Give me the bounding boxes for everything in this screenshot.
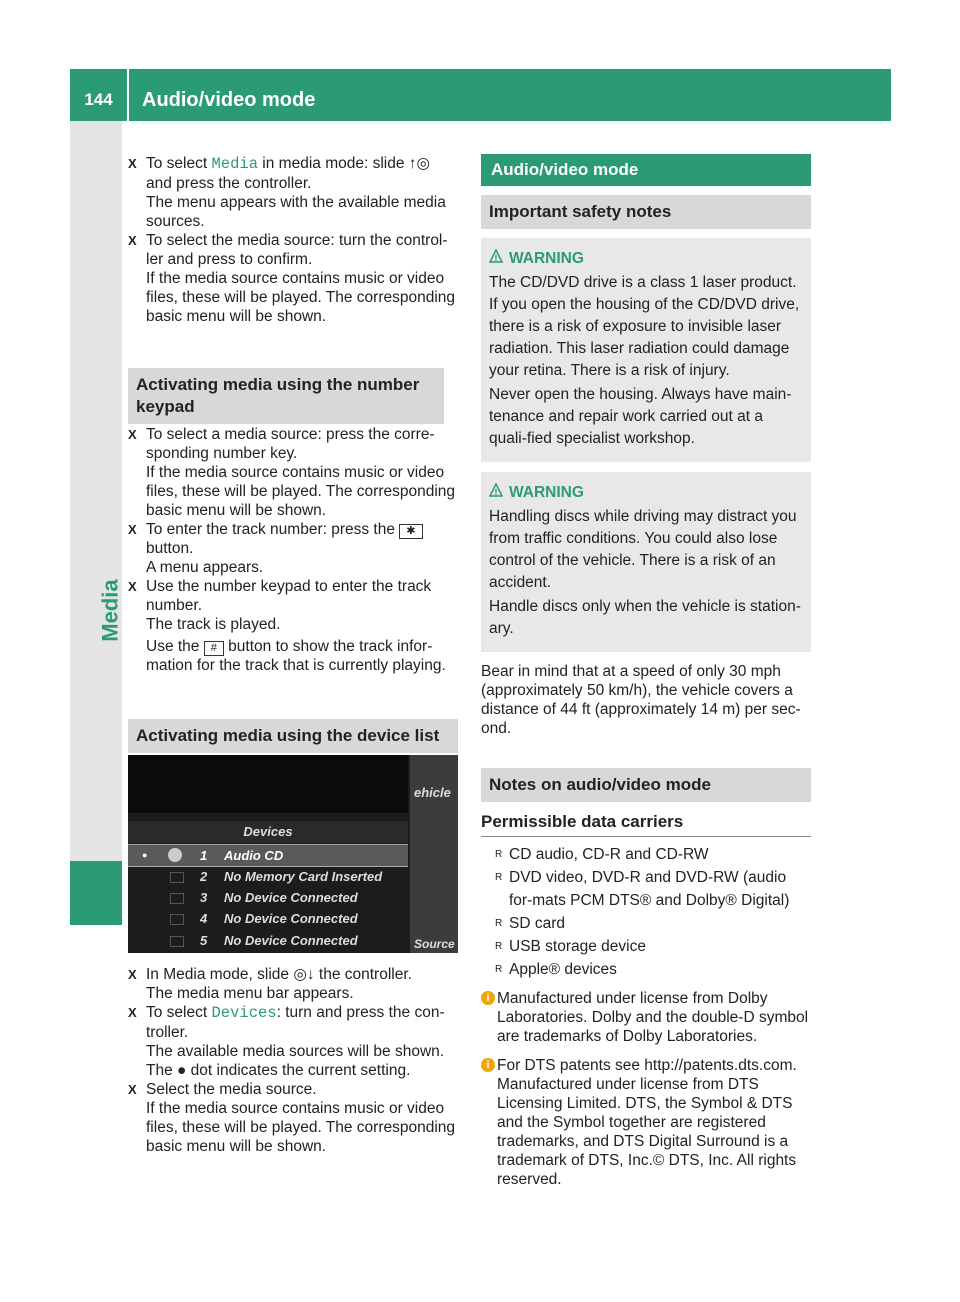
device-slot-icon <box>170 936 184 947</box>
warning-heading: ! WARNING <box>489 248 803 270</box>
svg-text:!: ! <box>494 488 498 497</box>
hash-key-icon: # <box>204 641 224 656</box>
device-row: 2 No Memory Card Inserted <box>128 866 408 887</box>
device-slot-icon <box>170 893 184 904</box>
selected-dot-icon: ● <box>142 850 148 860</box>
step-arrow-icon: X <box>128 579 137 594</box>
step-item: X To enter the track number: press the ✱ button. A menu appears. <box>128 520 460 577</box>
info-note: i For DTS patents see http://patents.dts.com. Manufactured under license from DTS Licensing Limited. DTS, the Symbol & DTS and the Symbol together are registered trademarks, and DTS Digital Surround is a trademark of DTS, Inc.© DTS, Inc. All rights reserved. <box>481 1056 811 1189</box>
step-arrow-icon: X <box>128 233 137 248</box>
section-device-list <box>128 719 458 753</box>
section-heading: Activating media using the number keypad <box>128 368 444 424</box>
step-arrow-icon: X <box>128 1005 137 1020</box>
page-header <box>70 69 891 121</box>
page-number: 144 <box>84 90 113 109</box>
warning-triangle-icon <box>489 249 503 263</box>
device-list-steps <box>128 965 460 1156</box>
bullet-icon: R <box>495 941 503 952</box>
left-column <box>128 154 460 326</box>
warning-heading: ! WARNING <box>489 482 803 504</box>
step-item: X In Media mode, slide ◎↓ the controller. The media menu bar appears. <box>128 966 412 1002</box>
svg-text:!: ! <box>494 254 498 263</box>
info-note: i Manufactured under license from Dolby Laboratories. Dolby and the double-D symbol are trademarks of Dolby Laboratories. <box>481 989 811 1046</box>
list-item: R SD card <box>495 912 811 935</box>
screen-top-bar <box>128 755 408 813</box>
device-row: 3 No Device Connected <box>128 887 408 908</box>
step-item: X Use the number keypad to enter the track number. The track is played. Use the # button to show the track infor-mation for the track that is currently playing. <box>128 578 446 674</box>
bullet-icon: R <box>495 964 503 975</box>
step-arrow-icon: X <box>128 156 137 171</box>
step-arrow-icon: X <box>128 522 137 537</box>
bullet-icon: R <box>495 872 503 883</box>
list-item: R CD audio, CD-R and CD-RW <box>495 843 811 866</box>
speed-note: Bear in mind that at a speed of only 30 mph (approximately 50 km/h), the vehicle covers a distance of 44 ft (approximately 14 m) per sec-ond. <box>481 663 801 737</box>
section-heading: Important safety notes <box>481 195 811 229</box>
list-item: R USB storage device <box>495 935 811 958</box>
screen-right-panel: ehicle Source <box>410 755 458 953</box>
star-key-icon: ✱ <box>399 524 422 539</box>
carrier-list <box>481 843 811 981</box>
cd-icon <box>168 848 182 862</box>
devices-header: Devices <box>128 821 408 843</box>
info-icon: i <box>481 1058 495 1072</box>
warning-box: ! WARNING Handling discs while driving may distract you from traffic conditions. You could also lose control of the vehicle. There is a risk of an accident. Handle discs only when the vehicle is station-ary. <box>481 472 811 652</box>
step-item: X To select a media source: press the corre-sponding number key. If the media source contains music or video files, these will be played. The corresponding basic menu will be shown. <box>128 426 456 519</box>
device-row: 4 No Device Connected <box>128 908 408 929</box>
step-item: X Select the media source. If the media source contains music or video files, these will be played. The corresponding basic menu will be shown. <box>128 1081 456 1155</box>
list-item: R DVD video, DVD-R and DVD-RW (audio for-mats PCM DTS® and Dolby® Digital) <box>495 866 811 912</box>
section-heading: Notes on audio/video mode <box>481 768 811 802</box>
device-list-screenshot <box>128 755 458 953</box>
bullet-icon: R <box>495 918 503 929</box>
list-item: R Apple® devices <box>495 958 811 981</box>
right-column <box>481 154 811 1189</box>
number-keypad-steps <box>128 425 460 675</box>
side-tab-marker <box>70 861 122 925</box>
info-icon: i <box>481 991 495 1005</box>
step-arrow-icon: X <box>128 427 137 442</box>
section-heading: Audio/video mode <box>481 154 811 186</box>
header-divider <box>127 69 129 121</box>
side-tab <box>70 121 122 925</box>
warning-box: ! WARNING The CD/DVD drive is a class 1 laser product. If you open the housing of the CD/DVD drive, there is a risk of exposure to invisible laser radiation. This laser radiation could damage your retina. There is a risk of injury. Never open the housing. Always have main-tenance and repair work carried out at a quali-fied specialist workshop. <box>481 238 811 462</box>
bullet-icon: R <box>495 849 503 860</box>
step-item: X To select Media in media mode: slide ↑◎ and press the controller. The menu appears with the available media sources. <box>128 155 446 230</box>
card-slot-icon <box>170 872 184 883</box>
subsection-heading: Permissible data carriers <box>481 812 811 837</box>
section-number-keypad <box>128 368 444 424</box>
device-row: 5 No Device Connected <box>128 930 408 951</box>
side-tab-label: Media <box>97 579 123 642</box>
section-heading: Activating media using the device list <box>128 719 458 753</box>
device-slot-icon <box>170 914 184 925</box>
step-item: X To select the media source: turn the control-ler and press to confirm. If the media source contains music or video files, these will be played. The corresponding basic menu will be shown. <box>128 232 456 325</box>
page-title: Audio/video mode <box>142 89 316 111</box>
warning-triangle-icon <box>489 483 503 497</box>
step-arrow-icon: X <box>128 1082 137 1097</box>
step-arrow-icon: X <box>128 967 137 982</box>
step-item: X To select Devices: turn and press the con-troller. The available media sources will be shown. The ● dot indicates the current setting. <box>128 1004 445 1079</box>
device-row: ● 1 Audio CD <box>128 844 408 867</box>
